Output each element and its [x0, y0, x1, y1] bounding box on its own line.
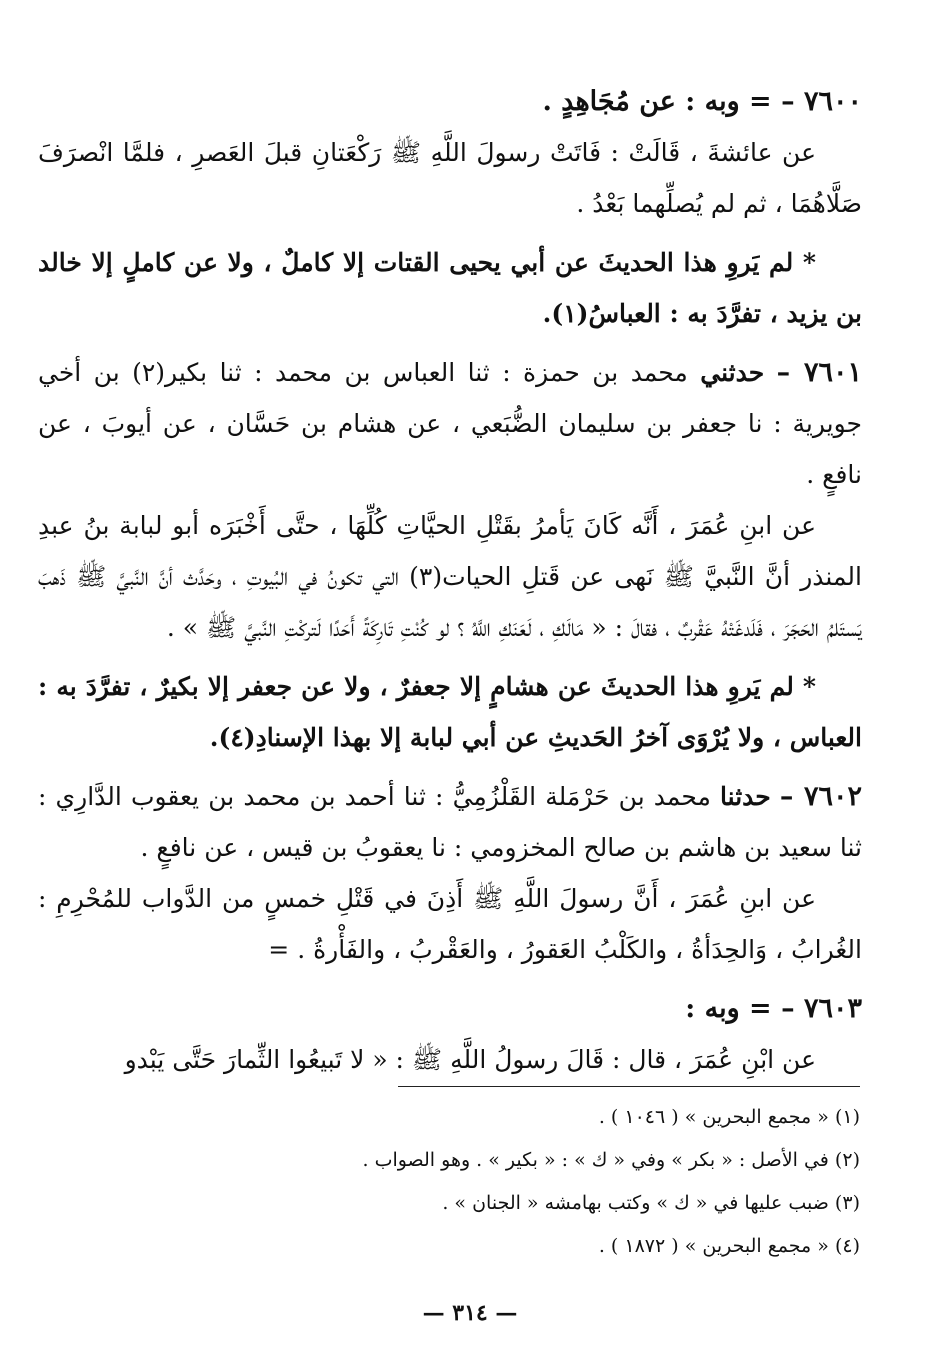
footnote-4: (٤) « مجمع البحرين » ( ١٨٧٢ ) . [598, 1235, 860, 1257]
footnote-3: (٣) ضبب عليها في « ك » وكتب بهامشه « الجنان » . [442, 1192, 860, 1214]
page-number: — ٣١٤ — [422, 1300, 518, 1326]
footnotes [240, 1096, 860, 1268]
hadith-7602-isnad [38, 771, 862, 873]
isnad-text: محمد بن حمزة : ثنا العباس بن محمد : ثنا بكير(٢) بن أخي جويرية : نا جعفر بن سليمان الضُّبَعي ، عن هشام بن حَسَّان ، عن أيوبَ ، عن نافعٍ . [38, 358, 862, 489]
footnote-divider [398, 1086, 860, 1087]
hadith-head-word: حدثنا [720, 782, 771, 811]
hadith-number: ٧٦٠٢ – [779, 781, 862, 812]
footnote-1: (١) « مجمع البحرين » ( ١٠٤٦ ) . [598, 1106, 860, 1128]
hadith-7600-text: عن عائشةَ ، قَالَتْ : فَاتَتْ رسولَ اللَّهِ ﷺ رَكْعَتانِ قبلَ العَصرِ ، فلمَّا انْصرَفَ صَلَّاهُمَا ، ثم لم يُصلِّهما بَعْدُ . [38, 138, 862, 218]
footnote-2: (٢) في الأصل : « بكر » وفي « ك » : « بكير » . وهو الصواب . [362, 1149, 860, 1171]
hadith-7601-note: * لم يَروِ هذا الحديثَ عن هشامٍ إلا جعفرٌ ، ولا عن جعفر إلا بكيرٌ ، تفرَّدَ به : العباس ، ولا يُرْوَى آخرُ الحَديثِ عن أبي لبابة إلا بهذا الإسنادِ(٤). [38, 672, 862, 752]
hadith-7602-text: عن ابنِ عُمَرَ ، أَنَّ رسولَ اللَّهِ ﷺ أَذِنَ في قَتْلِ خمسٍ من الدَّواب للمُحْرِمِ : الغُرابُ ، وَالحِدَأةُ ، والكَلْبُ العَقورُ ، والعَقْربُ ، والفَأْرةُ . = [38, 884, 862, 964]
hadith-number: ٧٦٠١ – [776, 357, 863, 388]
hadith-7600-note: * لم يَروِ هذا الحديثَ عن أبي يحيى القتات إلا كاملٌ ، ولا عن كاملٍ إلا خالد بن يزيد ، تفرَّدَ به : العباسُ(١). [38, 248, 862, 328]
hadith-7601-isnad [38, 347, 862, 500]
isnad-text: محمد بن حَرْمَلة القَلْزُمِيُّ : ثنا أحمد بن محمد بن يعقوب الدَّارِي : ثنا سعيد بن هاشم بن صالح المخزومي : نا يعقوبُ بن قيس ، عن نافعٍ . [38, 782, 862, 862]
hadith-7601-text: عن ابنِ عُمَرَ ، أَنَّه كَانَ يَأمرُ بقَتْلِ الحيَّاتِ كُلِّهَا ، حتَّى أَخْبَرَه أبو لبابة بنُ عبدِ المنذر أنَّ النَّبيَّ ﷺ نَهى عن قَتلِ الحيات(٣) التي تكونُ في البُيوتِ ، وحَدَّث أنَّ النَّبيَّ ﷺ ذَهبَ يَستَلمُ الحَجَرَ ، فَلَدغَتْهُ عَقْربٌ ، فقالَ : « مَالَكِ ، لَعَنَكِ اللَّهُ ؟ لو كُنْتِ تَارِكَةً أَحَدًا لَتركْتِ النَّبيَّ ﷺ » . [38, 511, 862, 642]
hadith-7603-heading: ٧٦٠٣ – = وبه : [685, 993, 862, 1024]
hadith-head-word: حدثني [700, 358, 765, 387]
page-body [38, 76, 862, 1085]
hadith-7603-text: عن ابْنِ عُمَرَ ، قال : قَالَ رسولُ اللَّهِ ﷺ : « لا تَبيعُوا الثِّمارَ حَتَّى يَبْدو [124, 1045, 816, 1074]
hadith-7600-heading: ٧٦٠٠ – = وبه : عن مُجَاهِدٍ . [542, 86, 862, 117]
